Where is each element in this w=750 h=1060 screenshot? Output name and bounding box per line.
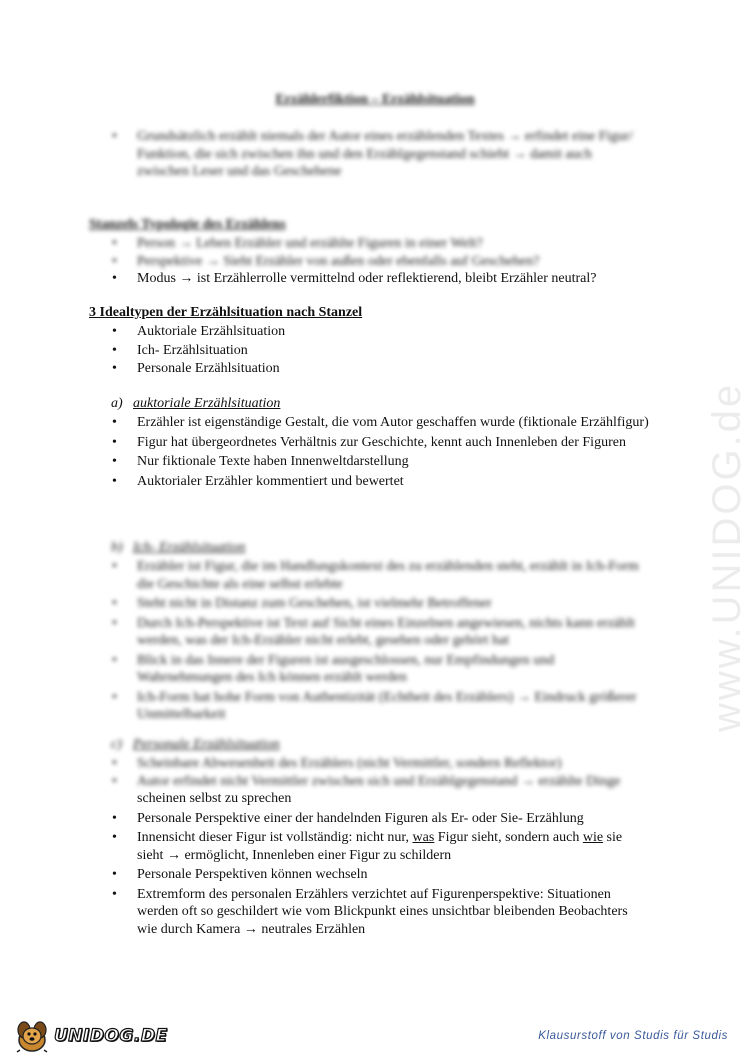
list-item: • Nur fiktionale Texte haben Innenweltdarstellung	[110, 453, 650, 471]
list-item: • Scheinbare Abwesenheit des Erzählers (nicht Vermittler, sondern Reflektor)	[110, 755, 650, 773]
auktorial-list	[110, 414, 650, 490]
ich-list	[110, 558, 640, 724]
watermark-text: www.UNIDOG.de	[705, 381, 749, 732]
personal-heading	[111, 737, 280, 753]
section-title: Personale Erzählsituation	[133, 737, 280, 752]
idealtypen-heading: 3 Idealtypen der Erzählsituation nach Stanzel	[89, 305, 363, 320]
list-item: • Blick in das Innere der Figuren ist ausgeschlossen, nur Empfindungen und Wahrnehmungen des Ich können erzählt werden	[110, 652, 640, 687]
personal-list	[110, 755, 650, 938]
list-item: • Extremform des personalen Erzählers verzichtet auf Figurenperspektive: Situationen werden oft so geschildert wie vom Blickpunkt eines unsichtbar bleibenden Beobachters wie durch Kamera → neutrales Erzählen	[110, 886, 650, 939]
list-item: • Erzähler ist eigenständige Gestalt, die vom Autor geschaffen wurde (fiktionale Erzählfigur)	[110, 414, 650, 432]
list-item: • Steht nicht in Distanz zum Geschehen, ist vielmehr Betroffener	[110, 595, 640, 613]
list-item: • Erzähler ist Figur, die im Handlungskontext des zu erzählenden steht, erzählt in Ich-Form die Geschichte als eine selbst erlebte	[110, 558, 640, 593]
list-item: • Personale Erzählsituation	[110, 360, 650, 378]
section-title: auktoriale Erzählsituation	[133, 396, 281, 411]
auktorial-heading	[111, 396, 280, 412]
list-item: • Modus → ist Erzählerrolle vermittelnd oder reflektierend, bleibt Erzähler neutral?	[110, 270, 670, 288]
list-item: • Figur hat übergeordnetes Verhältnis zur Geschichte, kennt auch Innenleben der Figuren	[110, 434, 650, 452]
innensicht-underlined-was: was	[412, 830, 435, 845]
list-item: • Auktorialer Erzähler kommentiert und bewertet	[110, 473, 650, 491]
dog-mascot-icon	[12, 1018, 52, 1054]
typologie-heading: Stanzels Typologie des Erzählens	[89, 217, 286, 232]
list-item: • Durch Ich-Perspektive ist Text auf Sicht eines Einzelnen angewiesen, nichts kann erzählt werden, was der Ich-Erzähler nicht erlebt, gesehen oder gehört hat	[110, 615, 640, 650]
innensicht-text-c: sie sieht → ermöglicht, Innenleben einer Figur zu schildern	[137, 830, 623, 863]
innensicht-underlined-wie: wie	[582, 830, 604, 845]
list-item: • Ich- Erzählsituation	[110, 342, 650, 360]
list-item: • Personale Perspektive einer der handelnden Figuren als Er- oder Sie- Erzählung	[110, 810, 650, 828]
intro-list	[110, 128, 640, 181]
footer-tagline: Klausurstoff von Studis für Studis	[538, 1030, 728, 1042]
typologie-list	[110, 235, 670, 288]
document-title: Erzählerfiktion – Erzählsituation	[275, 92, 475, 107]
list-item	[110, 829, 650, 864]
list-item: • Personale Perspektiven können wechseln	[110, 866, 650, 884]
list-item: • Person → Leben Erzähler und erzählte Figuren in einer Welt?	[110, 235, 670, 253]
idealtypen-list	[110, 323, 650, 378]
section-label: c)	[111, 737, 122, 752]
list-item: • Ich-Form hat hohe Form von Authentizität (Echtheit des Erzählers) → Eindruck größerer Unmittelbarkeit	[110, 689, 640, 724]
ich-heading	[111, 540, 245, 556]
list-item: • Auktoriale Erzählsituation	[110, 323, 650, 341]
section-title: Ich- Erzählsituation	[133, 540, 246, 555]
innensicht-text-b: Figur sieht, sondern auch	[434, 830, 583, 845]
section-label: a)	[111, 396, 123, 411]
innensicht-text-a: Innensicht dieser Figur ist vollständig: nicht nur,	[137, 830, 413, 845]
list-item: • Perspektive → Sieht Erzähler von außen oder ebenfalls auf Geschehen?	[110, 253, 670, 271]
unidog-logo[interactable]	[12, 1018, 168, 1054]
list-item: • Autor erfindet nicht Vermittler zwischen sich und Erzählgegenstand → erzählte Dinge	[110, 773, 650, 791]
logo-text: UNIDOG.DE	[54, 1026, 168, 1046]
list-item-continuation: scheinen selbst zu sprechen	[137, 791, 292, 806]
section-label: b)	[111, 540, 123, 555]
list-item: • Grundsätzlich erzählt niemals der Autor eines erzählenden Textes → erfindet eine Figur/ Funktion, die sich zwischen ihn und den Erzählgegenstand schiebt → damit auch zwischen Leser und das Geschehene	[110, 128, 640, 181]
